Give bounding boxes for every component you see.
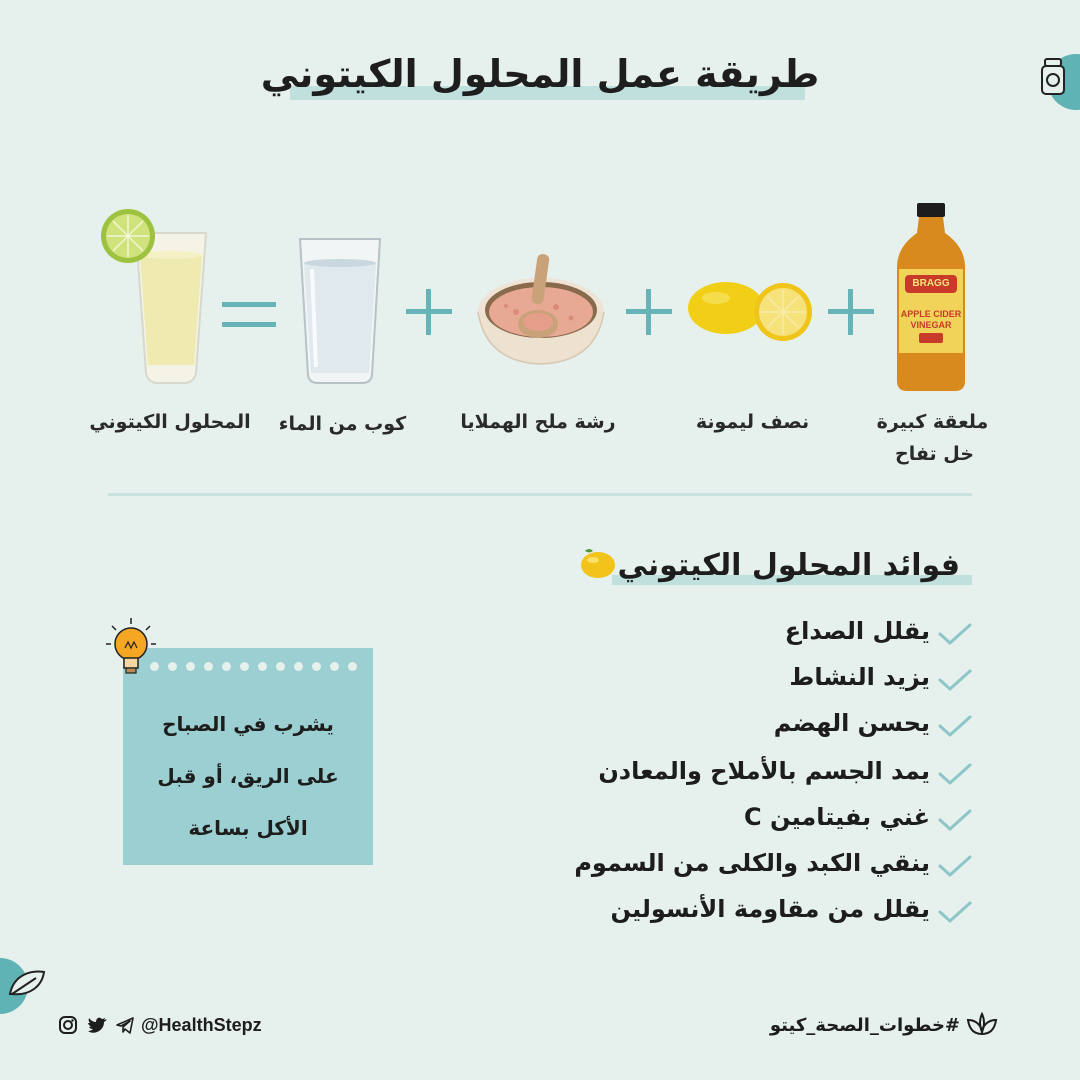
tip-text — [123, 698, 373, 854]
twitter-icon[interactable] — [88, 1017, 108, 1038]
leaf-icon — [6, 966, 48, 1004]
equals-sign — [222, 282, 276, 342]
benefit-item: ينقي الكبد والكلى من السموم — [574, 849, 930, 877]
tip-line-1: يشرب في الصباح — [162, 712, 334, 736]
ingredient-label-vinegar-line1: ملعقة كبيرة — [876, 411, 989, 433]
benefit-item: غني بفيتامين C — [744, 803, 930, 831]
ketone-drink-image — [98, 205, 213, 394]
ingredient-label-lemon: نصف ليمونة — [695, 411, 810, 433]
social-handle[interactable]: @HealthStepz — [141, 1015, 262, 1035]
plus-sign-2 — [626, 289, 672, 339]
lightbulb-icon — [106, 618, 156, 682]
checkmark-icon — [938, 855, 972, 877]
checkmark-icon — [938, 809, 972, 831]
himalayan-salt-image — [476, 252, 606, 371]
bottle-label-line2: VINEGAR — [910, 320, 952, 330]
apple-cider-vinegar-image — [895, 203, 967, 393]
ingredient-label-ketone: المحلول الكيتوني — [89, 411, 251, 433]
checkmark-icon — [938, 669, 972, 691]
benefit-item: يقلل الصداع — [784, 617, 930, 645]
bottle-brand: BRAGG — [912, 278, 950, 289]
bottle-label-line1: APPLE CIDER — [900, 309, 962, 319]
ingredient-label-vinegar-line2: خل تفاح — [895, 443, 974, 465]
plus-sign-1 — [406, 289, 452, 339]
ingredient-label-salt: رشة ملح الهملايا — [460, 411, 616, 433]
plus-sign-3 — [828, 289, 874, 339]
benefit-item: يقلل من مقاومة الأنسولين — [610, 895, 930, 923]
sprout-icon — [966, 1012, 998, 1040]
tip-line-2: على الريق، أو قبل — [157, 764, 339, 788]
hashtag: #خطوات_الصحة_كيتو — [769, 1015, 960, 1036]
tip-line-3: الأكل بساعة — [188, 816, 308, 840]
checkmark-icon — [938, 901, 972, 923]
lemon-emoji-icon — [577, 545, 617, 585]
instagram-icon[interactable] — [59, 1016, 77, 1038]
benefit-item: يمد الجسم بالأملاح والمعادن — [598, 757, 930, 785]
benefits-title: فوائد المحلول الكيتوني — [617, 548, 960, 583]
checkmark-icon — [938, 715, 972, 737]
lemon-image — [686, 278, 814, 350]
page-title: طريقة عمل المحلول الكيتوني — [260, 52, 820, 96]
benefit-item: يزيد النشاط — [789, 663, 930, 691]
water-glass-image — [298, 235, 382, 389]
section-divider — [108, 493, 972, 496]
note-binding-dots — [150, 656, 366, 675]
telegram-icon[interactable] — [116, 1017, 134, 1038]
ingredient-label-water: كوب من الماء — [278, 413, 407, 435]
checkmark-icon — [938, 623, 972, 645]
benefit-item: يحسن الهضم — [773, 709, 930, 737]
checkmark-icon — [938, 763, 972, 785]
